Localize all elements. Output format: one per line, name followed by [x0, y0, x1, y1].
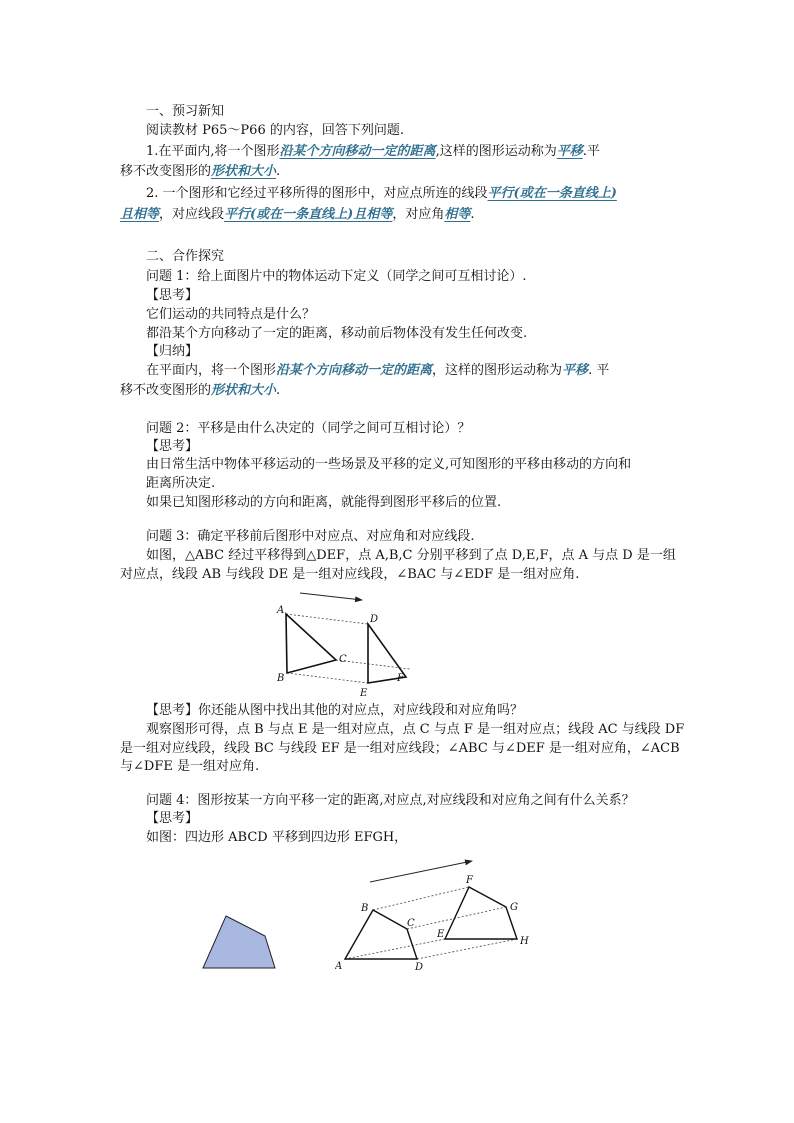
translation-arrow [300, 593, 362, 600]
triangle-translation-figure [270, 588, 410, 700]
quadrilateral-EFGH [445, 887, 517, 939]
label-B: B [361, 903, 369, 914]
problem4-think-label: 【思考】 [146, 811, 199, 826]
label-D: D [415, 962, 424, 973]
problem2-think-label: 【思考】 [146, 439, 199, 454]
q1-answer-2: 平移 [556, 144, 583, 159]
label-D: D [370, 614, 379, 625]
label-B: B [277, 673, 285, 684]
problem2-title: 问题 2：平移是由什么决定的（同学之间可互相讨论）？ [146, 421, 471, 436]
problem3-answer-line2: 是一组对应线段，线段 BC 与线段 EF 是一组对应线段；∠ABC 与∠DEF 是一组对应角，∠ACB [120, 741, 680, 756]
problem3-answer-line1: 观察图形可得，点 B 与点 E 是一组对应点，点 C 与点 F 是一组对应点；线段 AC 与线段 DF [146, 722, 685, 737]
label-C: C [407, 918, 415, 929]
problem1-summary-line1: 在平面内，将一个图形沿某个方向移动一定的距离，这样的图形运动称为平移. 平 [146, 363, 610, 378]
summary-keyword-3: 形状和大小 [211, 383, 277, 398]
q1-answer-3: 形状和大小 [211, 164, 277, 179]
label-A: A [277, 605, 285, 616]
connector-AD [286, 614, 368, 624]
connector-BE [287, 673, 368, 683]
q2-answer-1: 平行(或在一条直线上) [487, 186, 617, 201]
problem4-title: 问题 4：图形按某一方向平移一定的距离,对应点,对应线段和对应角之间有什么关系？ [146, 793, 635, 808]
label-A: A [335, 961, 343, 972]
problem2-line3: 如果已知图形移动的方向和距离，就能得到图形平移后的位置. [146, 495, 502, 510]
label-E: E [437, 929, 445, 940]
q2-line1: 2. 一个图形和它经过平移所得的图形中，对应点所连的线段平行(或在一条直线上) [146, 186, 617, 201]
problem3-think: 【思考】你还能从图中找出其他的对应点，对应线段和对应角吗？ [146, 703, 524, 718]
connector-BF [373, 887, 469, 910]
label-E: E [360, 688, 368, 699]
q2-answer-3: 相等 [444, 207, 471, 222]
problem1-think-question: 它们运动的共同特点是什么？ [146, 307, 316, 322]
problem4-line1: 如图：四边形 ABCD 平移到四边形 EFGH， [146, 830, 408, 845]
label-C: C [339, 654, 347, 665]
problem3-line1: 如图，△ABC 经过平移得到△DEF，点 A,B,C 分别平移到了点 D,E,F，点 A 与点 D 是一组 [146, 548, 676, 563]
q2-answer-2: 平行(或在一条直线上)且相等 [224, 207, 393, 222]
section1-heading: 一、预习新知 [146, 104, 225, 119]
connector-CG [407, 907, 506, 929]
problem3-answer-line3: 与∠DFE 是一组对应角. [120, 759, 260, 774]
problem2-line2: 距离所决定. [146, 476, 216, 491]
label-F: F [397, 673, 404, 684]
summary-keyword-1: 沿某个方向移动一定的距离 [276, 363, 433, 378]
section1-intro: 阅读教材 P65～P66 的内容，回答下列问题. [146, 123, 404, 138]
summary-keyword-2: 平移 [562, 363, 589, 378]
problem3-line2: 对应点，线段 AB 与线段 DE 是一组对应线段，∠BAC 与∠EDF 是一组对应角. [120, 567, 580, 582]
problem1-think-answer: 都沿某个方向移动了一定的距离，移动前后物体没有发生任何改变. [146, 326, 528, 341]
problem1-summary-label: 【归纳】 [146, 344, 199, 359]
problem3-title: 问题 3：确定平移前后图形中对应点、对应角和对应线段. [146, 529, 475, 544]
q1-answer-1: 沿某个方向移动一定的距离 [279, 144, 436, 159]
problem1-title: 问题 1：给上面图片中的物体运动下定义（同学之间可互相讨论）. [146, 269, 527, 284]
connector-CF [336, 660, 410, 670]
problem1-summary-line2: 移不改变图形的形状和大小. [120, 383, 281, 398]
q2-line2: 且相等，对应线段平行(或在一条直线上)且相等，对应角相等. [120, 207, 475, 222]
quadrilateral-translation-figure [335, 855, 535, 975]
problem2-line1: 由日常生活中物体平移运动的一些场景及平移的定义,可知图形的平移由移动的方向和 [146, 457, 632, 472]
problem1-think-label: 【思考】 [146, 288, 199, 303]
translation-arrow-2 [370, 861, 472, 882]
q2-answer-1-cont: 且相等 [120, 207, 160, 222]
label-G: G [510, 902, 518, 913]
label-F: F [466, 875, 473, 886]
q1-line1: 1.在平面内,将一个图形沿某个方向移动一定的距离,这样的图形运动称为平移.平 [146, 144, 600, 159]
shaded-quadrilateral [198, 912, 283, 974]
label-H: H [520, 936, 529, 947]
section2-heading: 二、合作探究 [146, 249, 225, 264]
q1-line2: 移不改变图形的形状和大小. [120, 164, 281, 179]
triangle-ABC [286, 614, 336, 673]
